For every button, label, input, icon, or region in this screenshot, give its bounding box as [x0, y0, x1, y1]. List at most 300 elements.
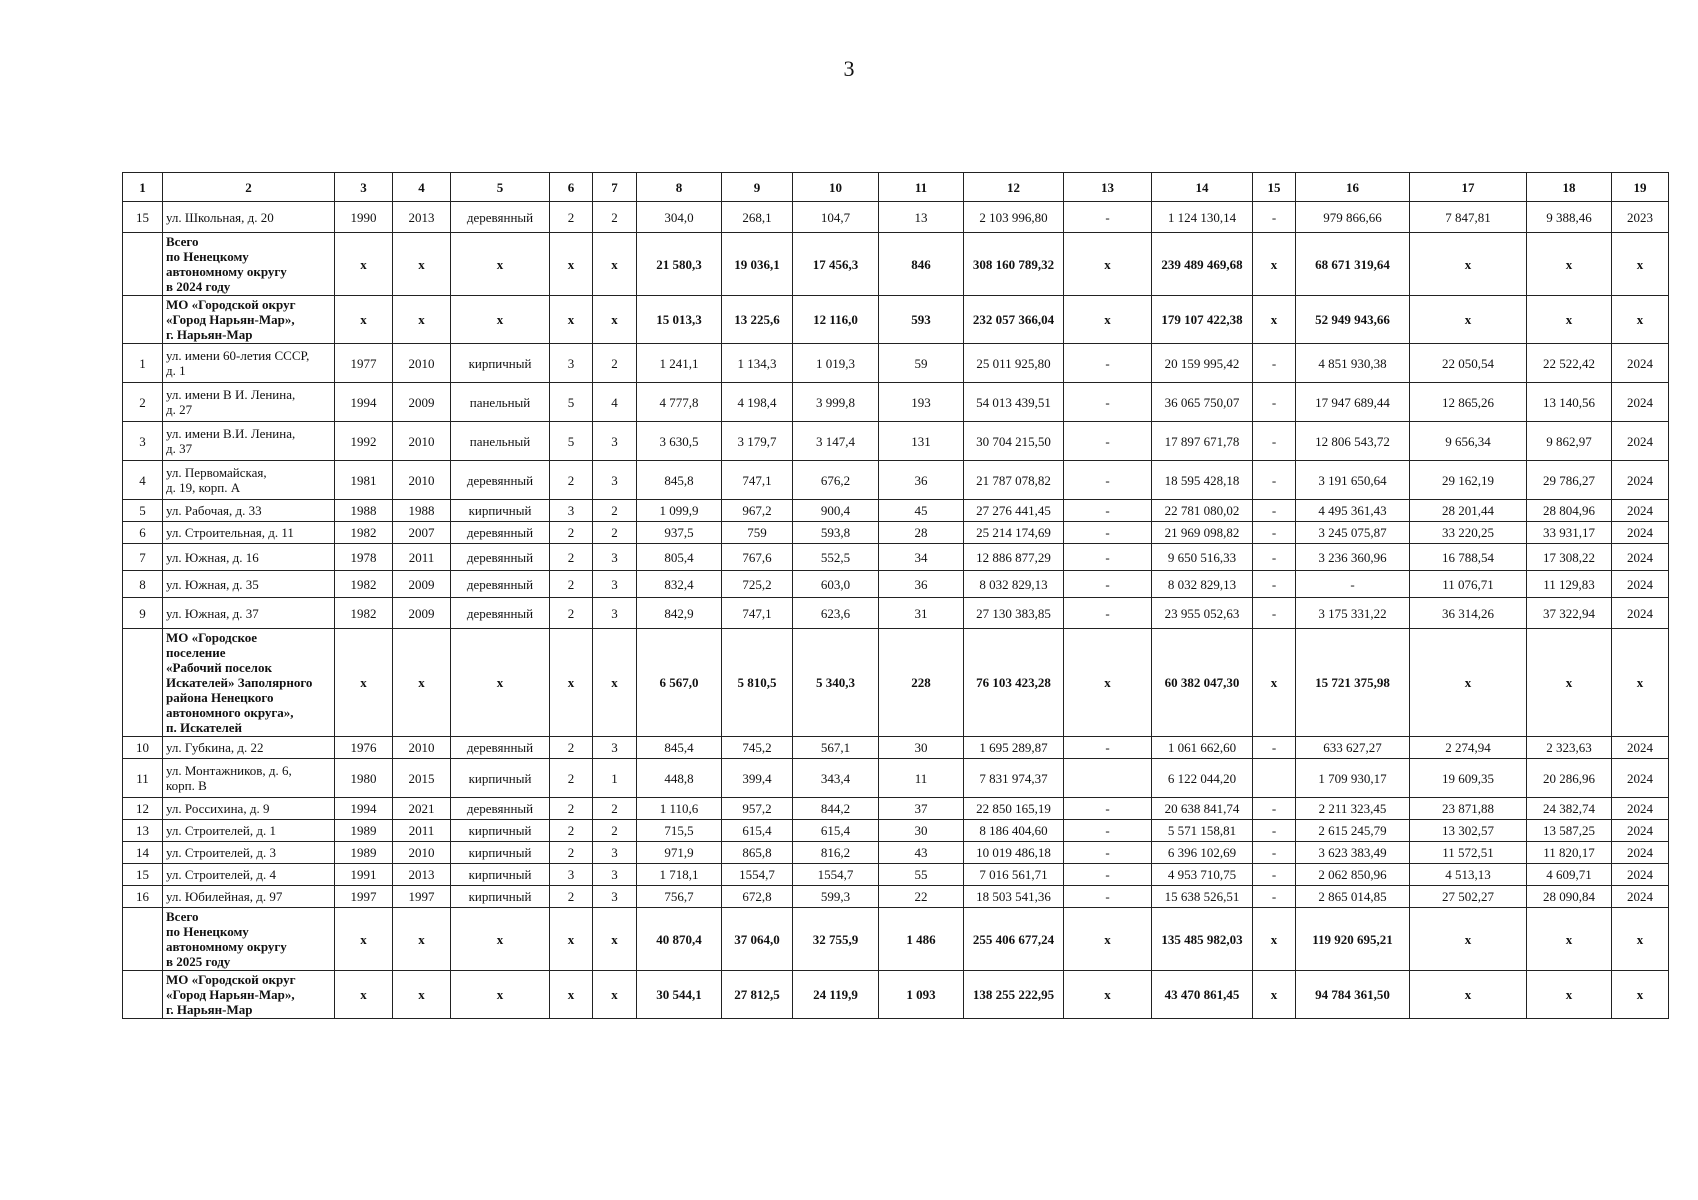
- table-cell: 15 638 526,51: [1152, 886, 1253, 908]
- table-cell: 4: [593, 383, 637, 422]
- table-cell: 28 090,84: [1527, 886, 1612, 908]
- table-summary-row: [123, 971, 1669, 1019]
- table-cell: 16: [123, 886, 163, 908]
- table-cell: кирпичный: [451, 820, 550, 842]
- table-cell: 4 198,4: [722, 383, 793, 422]
- table-cell: -: [1253, 737, 1296, 759]
- table-cell: 27 812,5: [722, 971, 793, 1019]
- table-cell: 1976: [335, 737, 393, 759]
- table-cell: 4 953 710,75: [1152, 864, 1253, 886]
- table-header-row: [123, 173, 1669, 202]
- table-cell: x: [335, 971, 393, 1019]
- table-cell: 1982: [335, 598, 393, 629]
- table-cell: 1978: [335, 544, 393, 571]
- table-cell: -: [1253, 864, 1296, 886]
- table-cell: кирпичный: [451, 759, 550, 798]
- table-cell: 672,8: [722, 886, 793, 908]
- table-cell: x: [1612, 296, 1669, 344]
- table-cell: 1988: [335, 500, 393, 522]
- table-cell: 15 013,3: [637, 296, 722, 344]
- table-cell: 805,4: [637, 544, 722, 571]
- table-cell: 1 099,9: [637, 500, 722, 522]
- table-cell: 623,6: [793, 598, 879, 629]
- table-cell: 2: [550, 461, 593, 500]
- table-cell: -: [1064, 422, 1152, 461]
- table-cell: 19 609,35: [1410, 759, 1527, 798]
- table-cell: 2010: [393, 344, 451, 383]
- table-cell: 22: [879, 886, 964, 908]
- table-cell: 2010: [393, 422, 451, 461]
- table-cell: 60 382 047,30: [1152, 629, 1253, 737]
- table-cell: x: [1612, 629, 1669, 737]
- table-cell: [1064, 759, 1152, 798]
- table-row: [123, 500, 1669, 522]
- table-cell: 54 013 439,51: [964, 383, 1064, 422]
- table-cell: 2010: [393, 737, 451, 759]
- table-cell: 11: [123, 759, 163, 798]
- table-cell: 22 850 165,19: [964, 798, 1064, 820]
- table-cell: 2024: [1612, 598, 1669, 629]
- table-cell: 676,2: [793, 461, 879, 500]
- table-cell: 17 308,22: [1527, 544, 1612, 571]
- table-cell: 255 406 677,24: [964, 908, 1064, 971]
- column-header: 11: [879, 173, 964, 202]
- table-cell: 2024: [1612, 544, 1669, 571]
- table-cell: 37: [879, 798, 964, 820]
- table-cell: 76 103 423,28: [964, 629, 1064, 737]
- table-cell: 2024: [1612, 842, 1669, 864]
- table-summary-row: [123, 233, 1669, 296]
- table-cell: x: [1253, 296, 1296, 344]
- table-cell: 3: [593, 422, 637, 461]
- table-cell: 59: [879, 344, 964, 383]
- table-cell: 304,0: [637, 202, 722, 233]
- table-cell: 1982: [335, 522, 393, 544]
- table-cell: 36 065 750,07: [1152, 383, 1253, 422]
- address-cell: ул. Строителей, д. 1: [163, 820, 335, 842]
- table-row: [123, 842, 1669, 864]
- table-cell: x: [393, 233, 451, 296]
- table-cell: 3 623 383,49: [1296, 842, 1410, 864]
- table-cell: 17 897 671,78: [1152, 422, 1253, 461]
- table-cell: x: [593, 629, 637, 737]
- table-cell: 3: [593, 544, 637, 571]
- table-cell: 844,2: [793, 798, 879, 820]
- table-cell: x: [550, 296, 593, 344]
- table-cell: деревянный: [451, 598, 550, 629]
- table-row: [123, 886, 1669, 908]
- table-cell: 3 236 360,96: [1296, 544, 1410, 571]
- table-cell: 13: [879, 202, 964, 233]
- table-cell: 2: [550, 737, 593, 759]
- table-cell: панельный: [451, 422, 550, 461]
- address-cell: ул. Первомайская, д. 19, корп. А: [163, 461, 335, 500]
- table-cell: 1 124 130,14: [1152, 202, 1253, 233]
- table-cell: -: [1296, 571, 1410, 598]
- table-cell: 27 130 383,85: [964, 598, 1064, 629]
- table-cell: -: [1064, 737, 1152, 759]
- table-cell: 1982: [335, 571, 393, 598]
- table-cell: 34: [879, 544, 964, 571]
- table-cell: -: [1253, 344, 1296, 383]
- table-row: [123, 598, 1669, 629]
- table-cell: x: [1253, 971, 1296, 1019]
- table-cell: 268,1: [722, 202, 793, 233]
- table-cell: 20 159 995,42: [1152, 344, 1253, 383]
- table-cell: 5: [550, 383, 593, 422]
- table-cell: 2024: [1612, 522, 1669, 544]
- table-cell: 2011: [393, 544, 451, 571]
- table-cell: x: [1612, 971, 1669, 1019]
- address-cell: ул. Строительная, д. 11: [163, 522, 335, 544]
- table-cell: 28: [879, 522, 964, 544]
- table-cell: 36 314,26: [1410, 598, 1527, 629]
- table-cell: x: [550, 233, 593, 296]
- address-cell: МО «Городское поселение «Рабочий поселок Искателей» Заполярного района Ненецкого автономного округа», п. Искателей: [163, 629, 335, 737]
- table-cell: 16 788,54: [1410, 544, 1527, 571]
- table-cell: 1997: [393, 886, 451, 908]
- table-cell: 1 695 289,87: [964, 737, 1064, 759]
- column-header: 10: [793, 173, 879, 202]
- table-cell: 2015: [393, 759, 451, 798]
- table-cell: 816,2: [793, 842, 879, 864]
- table-cell: 1989: [335, 842, 393, 864]
- table-cell: 179 107 422,38: [1152, 296, 1253, 344]
- table-cell: 9 388,46: [1527, 202, 1612, 233]
- table-cell: 2 103 996,80: [964, 202, 1064, 233]
- table-cell: 7 831 974,37: [964, 759, 1064, 798]
- table-cell: 6 396 102,69: [1152, 842, 1253, 864]
- table-cell: -: [1253, 383, 1296, 422]
- table-cell: -: [1064, 383, 1152, 422]
- table-cell: -: [1253, 571, 1296, 598]
- table-cell: 2 323,63: [1527, 737, 1612, 759]
- table-cell: [123, 629, 163, 737]
- table-cell: 11 129,83: [1527, 571, 1612, 598]
- table-cell: x: [593, 908, 637, 971]
- table-cell: 22 781 080,02: [1152, 500, 1253, 522]
- table-cell: 2 211 323,45: [1296, 798, 1410, 820]
- table-cell: 23 955 052,63: [1152, 598, 1253, 629]
- table-cell: 20 286,96: [1527, 759, 1612, 798]
- table-cell: кирпичный: [451, 842, 550, 864]
- table-cell: 593,8: [793, 522, 879, 544]
- table-cell: 1554,7: [722, 864, 793, 886]
- table-cell: 4: [123, 461, 163, 500]
- table-cell: -: [1064, 571, 1152, 598]
- table-cell: 2: [550, 571, 593, 598]
- table-cell: x: [393, 629, 451, 737]
- table-cell: 971,9: [637, 842, 722, 864]
- table-cell: -: [1253, 461, 1296, 500]
- table-cell: x: [1064, 296, 1152, 344]
- table-cell: 845,8: [637, 461, 722, 500]
- address-cell: ул. Юбилейная, д. 97: [163, 886, 335, 908]
- table-cell: 1989: [335, 820, 393, 842]
- table-cell: 633 627,27: [1296, 737, 1410, 759]
- table-row: [123, 571, 1669, 598]
- table-cell: x: [451, 629, 550, 737]
- column-header: 8: [637, 173, 722, 202]
- table-cell: 2: [550, 202, 593, 233]
- table-cell: [123, 971, 163, 1019]
- table-cell: 3: [593, 461, 637, 500]
- table-cell: 832,4: [637, 571, 722, 598]
- table-cell: 8 032 829,13: [964, 571, 1064, 598]
- table-cell: 845,4: [637, 737, 722, 759]
- table-cell: x: [593, 296, 637, 344]
- table-cell: 8 186 404,60: [964, 820, 1064, 842]
- table-cell: 3: [593, 737, 637, 759]
- table-cell: x: [1527, 233, 1612, 296]
- table-cell: 2: [550, 820, 593, 842]
- table-cell: 6: [123, 522, 163, 544]
- table-cell: 2: [593, 798, 637, 820]
- table-cell: 1980: [335, 759, 393, 798]
- table-cell: 2: [593, 820, 637, 842]
- address-cell: ул. Губкина, д. 22: [163, 737, 335, 759]
- table-cell: 1: [593, 759, 637, 798]
- table-cell: 900,4: [793, 500, 879, 522]
- table-cell: 4 495 361,43: [1296, 500, 1410, 522]
- table-cell: деревянный: [451, 461, 550, 500]
- address-cell: ул. имени В.И. Ленина, д. 37: [163, 422, 335, 461]
- table-row: [123, 544, 1669, 571]
- table-cell: 2009: [393, 598, 451, 629]
- table-cell: 30: [879, 737, 964, 759]
- table-cell: 747,1: [722, 461, 793, 500]
- column-header: 13: [1064, 173, 1152, 202]
- table-cell: 19 036,1: [722, 233, 793, 296]
- table-cell: 18 503 541,36: [964, 886, 1064, 908]
- table-cell: x: [550, 629, 593, 737]
- table-cell: -: [1064, 522, 1152, 544]
- table-cell: 2024: [1612, 461, 1669, 500]
- table-cell: 15 721 375,98: [1296, 629, 1410, 737]
- column-header: 3: [335, 173, 393, 202]
- table-cell: -: [1253, 886, 1296, 908]
- address-cell: ул. Южная, д. 16: [163, 544, 335, 571]
- table-cell: 937,5: [637, 522, 722, 544]
- table-cell: 842,9: [637, 598, 722, 629]
- column-header: 18: [1527, 173, 1612, 202]
- address-cell: ул. Школьная, д. 20: [163, 202, 335, 233]
- table-cell: 1 709 930,17: [1296, 759, 1410, 798]
- table-cell: 21 580,3: [637, 233, 722, 296]
- table-row: [123, 864, 1669, 886]
- table-cell: деревянный: [451, 737, 550, 759]
- table-summary-row: [123, 629, 1669, 737]
- table-cell: 593: [879, 296, 964, 344]
- table-cell: 2: [593, 202, 637, 233]
- table-cell: [1253, 759, 1296, 798]
- table-cell: кирпичный: [451, 500, 550, 522]
- table-cell: 27 502,27: [1410, 886, 1527, 908]
- table-cell: 12 865,26: [1410, 383, 1527, 422]
- table-cell: x: [1253, 908, 1296, 971]
- table-cell: 2009: [393, 383, 451, 422]
- table-cell: 2 062 850,96: [1296, 864, 1410, 886]
- address-cell: ул. Россихина, д. 9: [163, 798, 335, 820]
- table-cell: 2013: [393, 864, 451, 886]
- table-cell: 2024: [1612, 344, 1669, 383]
- table-cell: 715,5: [637, 820, 722, 842]
- table-cell: [123, 233, 163, 296]
- table-cell: 52 949 943,66: [1296, 296, 1410, 344]
- table-cell: 1994: [335, 383, 393, 422]
- table-cell: 138 255 222,95: [964, 971, 1064, 1019]
- address-cell: ул. Южная, д. 35: [163, 571, 335, 598]
- table-cell: 45: [879, 500, 964, 522]
- table-cell: 3 179,7: [722, 422, 793, 461]
- table-cell: деревянный: [451, 798, 550, 820]
- table-cell: x: [1064, 971, 1152, 1019]
- column-header: 7: [593, 173, 637, 202]
- table-cell: 33 931,17: [1527, 522, 1612, 544]
- table-row: [123, 759, 1669, 798]
- table-cell: x: [1612, 908, 1669, 971]
- table-cell: 448,8: [637, 759, 722, 798]
- table-cell: 2024: [1612, 737, 1669, 759]
- table-cell: 2: [550, 544, 593, 571]
- table-cell: 10: [123, 737, 163, 759]
- address-cell: ул. Южная, д. 37: [163, 598, 335, 629]
- table-cell: 3 630,5: [637, 422, 722, 461]
- column-header: 15: [1253, 173, 1296, 202]
- table-cell: 31: [879, 598, 964, 629]
- table-cell: 7 016 561,71: [964, 864, 1064, 886]
- table-cell: 2010: [393, 461, 451, 500]
- table-cell: 7 847,81: [1410, 202, 1527, 233]
- table-cell: x: [593, 233, 637, 296]
- table-cell: 567,1: [793, 737, 879, 759]
- table-cell: 1988: [393, 500, 451, 522]
- table-cell: -: [1064, 500, 1152, 522]
- table-cell: 11: [879, 759, 964, 798]
- table-cell: 1977: [335, 344, 393, 383]
- table-cell: 4 609,71: [1527, 864, 1612, 886]
- column-header: 6: [550, 173, 593, 202]
- table-cell: x: [451, 296, 550, 344]
- table-cell: -: [1064, 820, 1152, 842]
- table-cell: x: [550, 971, 593, 1019]
- column-header: 4: [393, 173, 451, 202]
- table-cell: 2: [593, 344, 637, 383]
- table-cell: 13: [123, 820, 163, 842]
- table-cell: 8 032 829,13: [1152, 571, 1253, 598]
- table-row: [123, 737, 1669, 759]
- table-cell: 1997: [335, 886, 393, 908]
- table-cell: 4 513,13: [1410, 864, 1527, 886]
- table-cell: 308 160 789,32: [964, 233, 1064, 296]
- table-cell: 3: [593, 842, 637, 864]
- table-cell: 3: [593, 886, 637, 908]
- table-cell: 343,4: [793, 759, 879, 798]
- housing-registry-table: [122, 172, 1669, 1019]
- table-cell: 12 806 543,72: [1296, 422, 1410, 461]
- table-cell: -: [1253, 522, 1296, 544]
- table-cell: 3 147,4: [793, 422, 879, 461]
- table-cell: 135 485 982,03: [1152, 908, 1253, 971]
- table-cell: x: [1064, 908, 1152, 971]
- table-cell: 2: [550, 886, 593, 908]
- table-cell: 759: [722, 522, 793, 544]
- table-cell: -: [1064, 344, 1152, 383]
- table-cell: x: [1064, 629, 1152, 737]
- table-cell: 1 110,6: [637, 798, 722, 820]
- table-cell: 5 340,3: [793, 629, 879, 737]
- table-cell: 11 820,17: [1527, 842, 1612, 864]
- address-cell: Всего по Ненецкому автономному округу в 2024 году: [163, 233, 335, 296]
- table-cell: 119 920 695,21: [1296, 908, 1410, 971]
- table-cell: x: [451, 233, 550, 296]
- table-cell: x: [1253, 629, 1296, 737]
- table-cell: x: [1612, 233, 1669, 296]
- column-header: 1: [123, 173, 163, 202]
- table-cell: 2: [550, 798, 593, 820]
- table-cell: 30: [879, 820, 964, 842]
- table-cell: 12: [123, 798, 163, 820]
- table-cell: 2009: [393, 571, 451, 598]
- table-cell: 1 061 662,60: [1152, 737, 1253, 759]
- table-cell: 30 704 215,50: [964, 422, 1064, 461]
- page-number: 3: [843, 56, 855, 81]
- table-cell: 2024: [1612, 820, 1669, 842]
- table-cell: -: [1253, 842, 1296, 864]
- table-row: [123, 383, 1669, 422]
- table-cell: 20 638 841,74: [1152, 798, 1253, 820]
- table-cell: -: [1253, 598, 1296, 629]
- table-row: [123, 422, 1669, 461]
- table-cell: 9: [123, 598, 163, 629]
- table-cell: 865,8: [722, 842, 793, 864]
- table-cell: 55: [879, 864, 964, 886]
- table-cell: x: [335, 296, 393, 344]
- table-cell: -: [1253, 798, 1296, 820]
- table-cell: 603,0: [793, 571, 879, 598]
- table-cell: 1 019,3: [793, 344, 879, 383]
- table-cell: 1991: [335, 864, 393, 886]
- table-cell: 21 787 078,82: [964, 461, 1064, 500]
- table-cell: 725,2: [722, 571, 793, 598]
- table-cell: x: [1064, 233, 1152, 296]
- table-row: [123, 202, 1669, 233]
- table-cell: -: [1064, 461, 1152, 500]
- table-cell: 68 671 319,64: [1296, 233, 1410, 296]
- table-cell: 29 786,27: [1527, 461, 1612, 500]
- table-cell: 33 220,25: [1410, 522, 1527, 544]
- table-cell: 2024: [1612, 500, 1669, 522]
- table-cell: 3: [123, 422, 163, 461]
- table-cell: -: [1064, 842, 1152, 864]
- table-cell: 13 587,25: [1527, 820, 1612, 842]
- table-cell: 1994: [335, 798, 393, 820]
- table-cell: 3: [550, 500, 593, 522]
- table-cell: 30 544,1: [637, 971, 722, 1019]
- table-cell: 94 784 361,50: [1296, 971, 1410, 1019]
- table-cell: деревянный: [451, 202, 550, 233]
- table-cell: 2: [550, 842, 593, 864]
- table-row: [123, 344, 1669, 383]
- table-cell: 979 866,66: [1296, 202, 1410, 233]
- table-cell: 24 119,9: [793, 971, 879, 1019]
- table-cell: x: [335, 629, 393, 737]
- table-cell: 2010: [393, 842, 451, 864]
- table-cell: панельный: [451, 383, 550, 422]
- table-cell: 1990: [335, 202, 393, 233]
- table-cell: 745,2: [722, 737, 793, 759]
- address-cell: ул. Монтажников, д. 6, корп. В: [163, 759, 335, 798]
